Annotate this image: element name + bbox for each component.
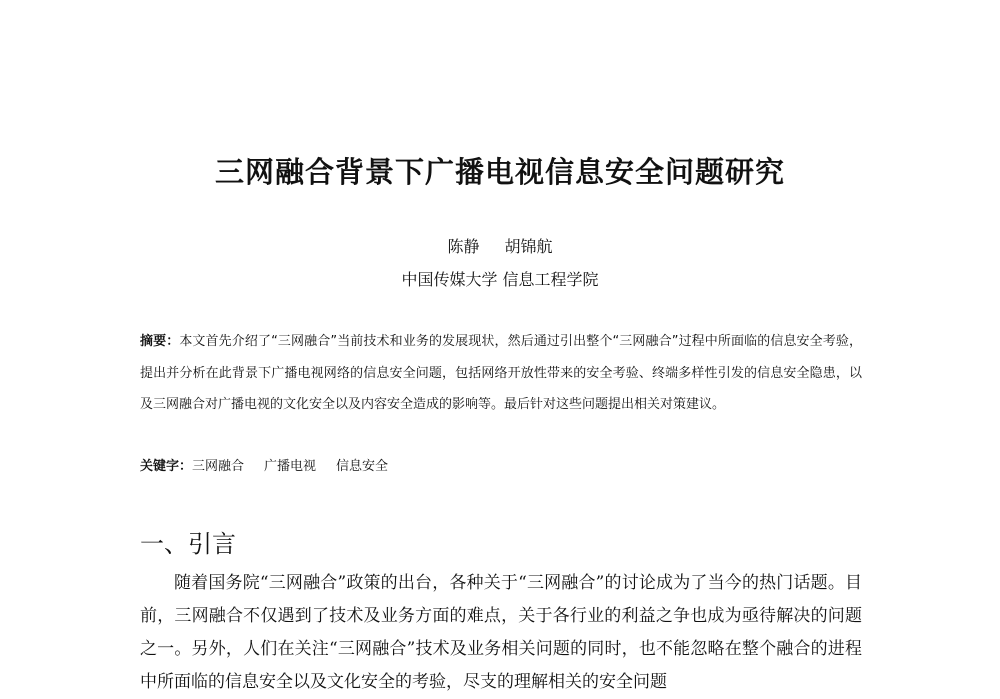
author-affiliation: 中国传媒大学 信息工程学院	[401, 270, 599, 289]
keyword: 三网融合	[192, 459, 245, 474]
keywords-label: 关键字：	[140, 459, 193, 474]
author-name: 胡锦航	[504, 237, 553, 256]
keyword: 信息安全	[336, 459, 389, 474]
section-heading: 一、引言	[140, 530, 236, 558]
paper-title: 三网融合背景下广播电视信息安全问题研究	[214, 155, 785, 189]
abstract	[140, 326, 862, 421]
keyword: 广播电视	[264, 459, 317, 474]
author-list	[0, 234, 1000, 257]
keywords	[140, 455, 862, 474]
abstract-label: 摘要：	[140, 334, 180, 349]
author-name: 陈静	[447, 237, 480, 256]
abstract-text: 本文首先介绍了“三网融合”当前技术和业务的发展现状，然后通过引出整个“三网融合”过程中所面临的信息安全考验，提出并分析在此背景下广播电视网络的信息安全问题，包括网络开放性带来的安全考验、终端多样性引发的信息安全隐患，以及三网融合对广播电视的文化安全以及内容安全造成的影响等。最后针对这些问题提出相关对策建议。	[140, 334, 862, 412]
body-paragraph: 随着国务院“三网融合”政策的出台，各种关于“三网融合”的讨论成为了当今的热门话题。目前，三网融合不仅遇到了技术及业务方面的难点，关于各行业的利益之争也成为亟待解决的问题之一。另外，人们在关注“三网融合”技术及业务相关问题的同时，也不能忽略在整个融合的进程中所面临的信息安全以及文化安全的考验，尽支的理解相关的安全问题	[140, 573, 862, 692]
